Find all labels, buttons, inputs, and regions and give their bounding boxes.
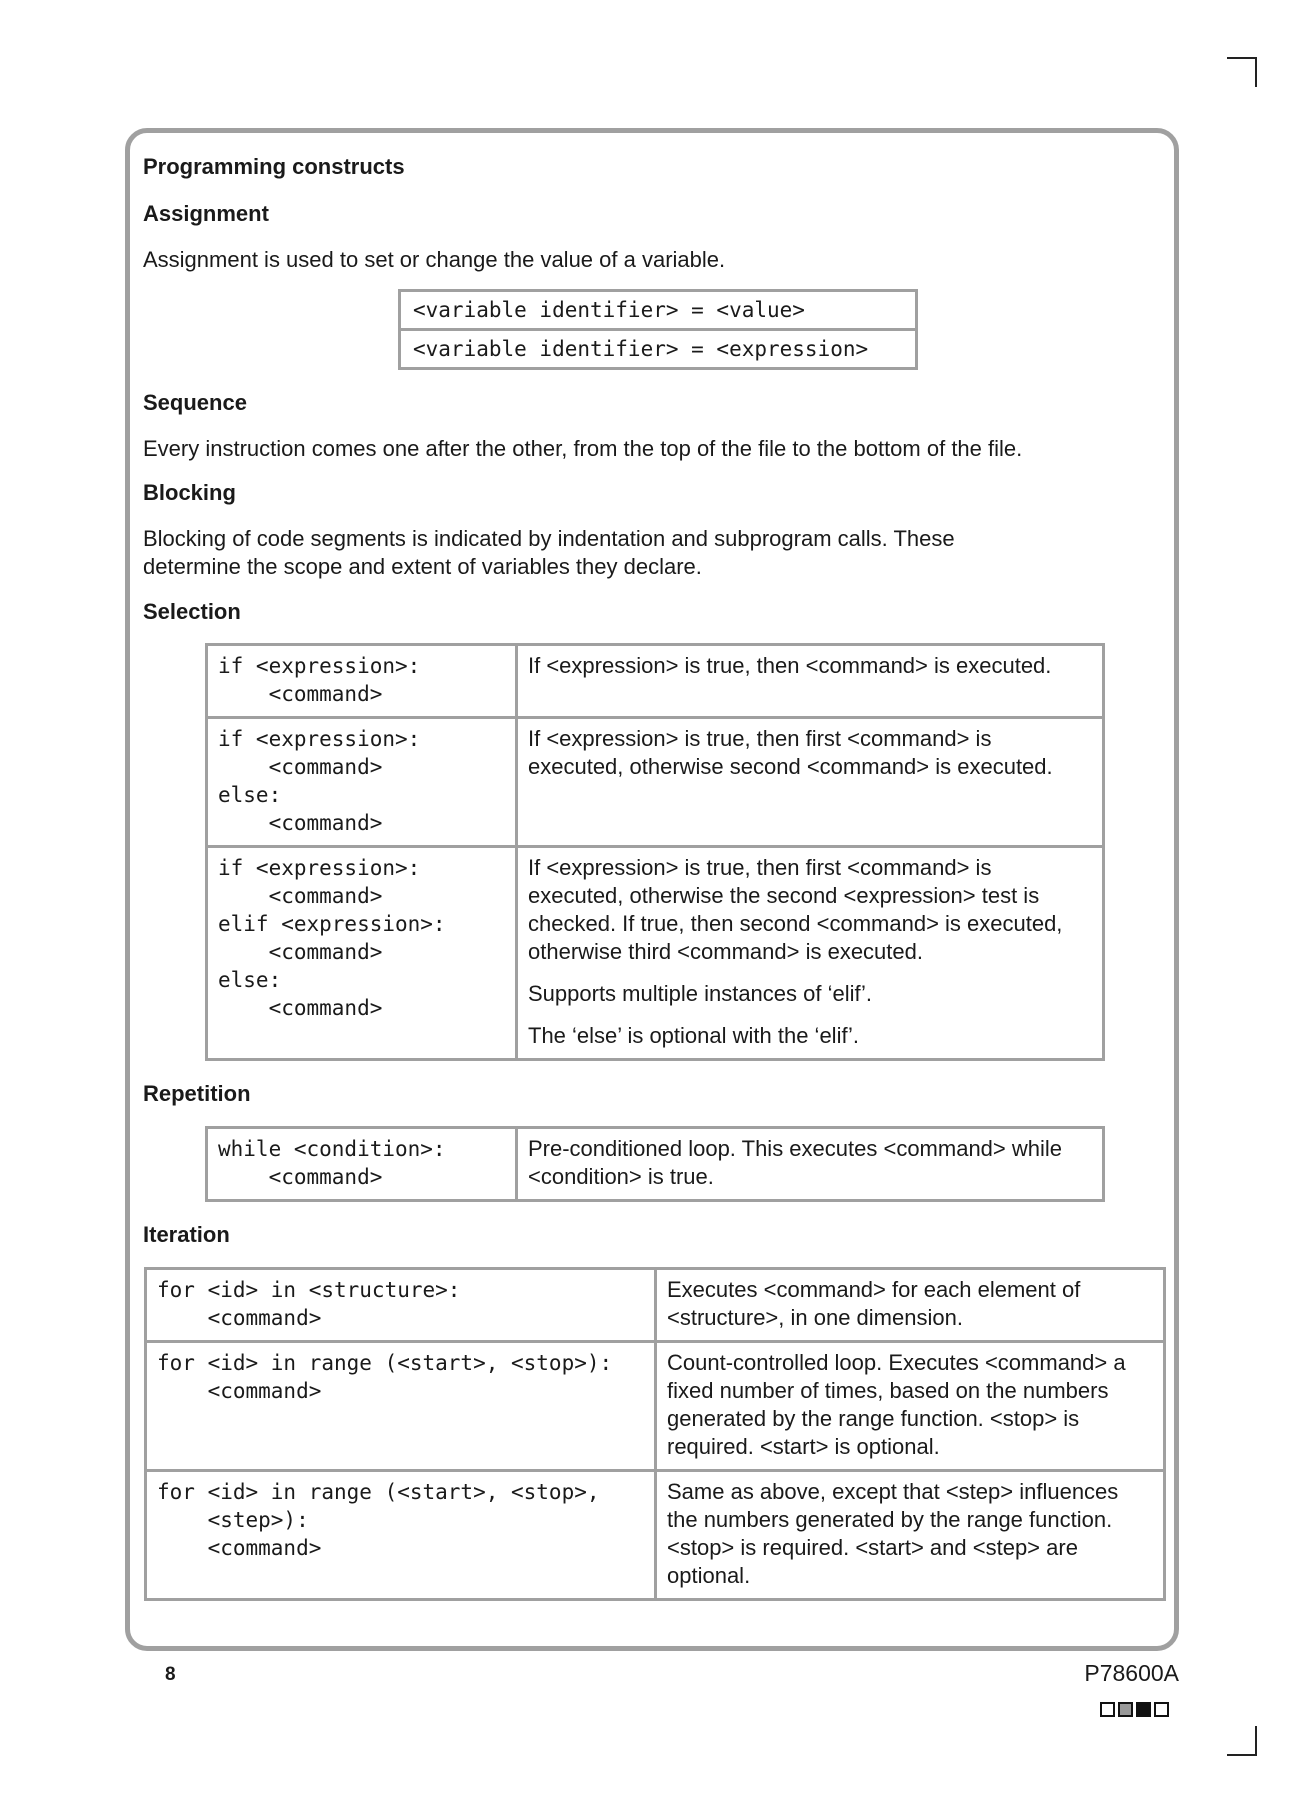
selection-desc: If <expression> is true, then <command> is executed. — [528, 653, 1052, 678]
iteration-desc: Executes <command> for each element of <structure>, in one dimension. — [667, 1277, 1081, 1330]
iteration-desc: Same as above, except that <step> influences the numbers generated by the range function. <stop> is required. <start> and <step> are optional. — [667, 1479, 1119, 1588]
iteration-code: for <id> in range (<start>, <stop>, <step>): <command> — [157, 1480, 600, 1560]
iteration-heading: Iteration — [143, 1222, 230, 1247]
blocking-text — [143, 525, 1163, 581]
barcode-box — [1154, 1702, 1169, 1717]
page-number: 8 — [165, 1664, 176, 1685]
description-cell — [656, 1269, 1165, 1342]
table-row — [207, 847, 1104, 1060]
iteration-code: for <id> in range (<start>, <stop>): <command> — [157, 1351, 613, 1403]
code-cell — [146, 1471, 656, 1600]
iteration-table — [144, 1267, 1166, 1601]
repetition-code: while <condition>: <command> — [218, 1137, 446, 1189]
selection-heading: Selection — [143, 599, 241, 624]
sequence-text: Every instruction comes one after the other, from the top of the file to the bottom of the file. — [143, 436, 1023, 461]
selection-desc: If <expression> is true, then first <command> is executed, otherwise the second <expression> test is checked. If true, then second <command> is executed, otherwise third <command> is executed. — [528, 855, 1063, 964]
table-row — [207, 645, 1104, 718]
blocking-heading: Blocking — [143, 480, 236, 505]
barcode-box — [1136, 1702, 1151, 1717]
description-cell — [517, 645, 1104, 718]
blocking-text-line: Blocking of code segments is indicated by indentation and subprogram calls. These — [143, 526, 955, 551]
blocking-text-line: determine the scope and extent of variables they declare. — [143, 554, 702, 579]
selection-code: if <expression>: <command> else: <command> — [218, 727, 421, 835]
page-content — [143, 150, 1163, 1601]
crop-mark-top-right-v — [1255, 57, 1257, 87]
crop-mark-bottom-right-v — [1255, 1726, 1257, 1756]
code-cell — [146, 1269, 656, 1342]
description-cell — [517, 718, 1104, 847]
selection-code: if <expression>: <command> elif <expression>: <command> else: <command> — [218, 856, 446, 1020]
code-cell — [207, 718, 517, 847]
crop-mark-top-right-h — [1227, 57, 1257, 59]
repetition-table — [205, 1126, 1105, 1202]
description-cell — [517, 1128, 1104, 1201]
crop-mark-bottom-right-h — [1227, 1754, 1257, 1756]
table-row — [146, 1342, 1165, 1471]
iteration-desc: Count-controlled loop. Executes <command> a fixed number of times, based on the numbers generated by the range function. <stop> is required. <start> is optional. — [667, 1350, 1126, 1459]
assignment-row-value — [400, 291, 917, 330]
table-row — [146, 1471, 1165, 1600]
table-row — [400, 291, 917, 330]
description-cell — [517, 847, 1104, 1060]
table-row — [207, 1128, 1104, 1201]
sequence-heading: Sequence — [143, 390, 247, 415]
selection-code: if <expression>: <command> — [218, 654, 421, 706]
page-title: Programming constructs — [143, 154, 405, 179]
table-row — [207, 718, 1104, 847]
assignment-text: Assignment is used to set or change the value of a variable. — [143, 247, 726, 272]
description-cell — [656, 1342, 1165, 1471]
code-cell — [146, 1342, 656, 1471]
selection-desc: Supports multiple instances of ‘elif’. — [528, 981, 873, 1006]
paper-code: P78600A — [1084, 1660, 1179, 1686]
table-row — [146, 1269, 1165, 1342]
barcode-boxes — [1100, 1702, 1169, 1717]
description-cell — [656, 1471, 1165, 1600]
assignment-code: <variable identifier> = <expression> — [413, 337, 869, 361]
barcode-box — [1118, 1702, 1133, 1717]
assignment-code: <variable identifier> = <value> — [413, 298, 805, 322]
code-cell — [207, 1128, 517, 1201]
table-row — [400, 330, 917, 369]
assignment-table — [398, 289, 918, 370]
selection-desc: The ‘else’ is optional with the ‘elif’. — [528, 1023, 859, 1048]
code-cell — [207, 847, 517, 1060]
repetition-heading: Repetition — [143, 1081, 251, 1106]
barcode-box — [1100, 1702, 1115, 1717]
code-cell — [207, 645, 517, 718]
selection-table — [205, 643, 1105, 1061]
iteration-code: for <id> in <structure>: <command> — [157, 1278, 461, 1330]
repetition-desc: Pre-conditioned loop. This executes <command> while <condition> is true. — [528, 1136, 1063, 1189]
selection-desc: If <expression> is true, then first <command> is executed, otherwise second <command> is executed. — [528, 726, 1053, 779]
assignment-heading: Assignment — [143, 201, 269, 226]
assignment-row-expression — [400, 330, 917, 369]
